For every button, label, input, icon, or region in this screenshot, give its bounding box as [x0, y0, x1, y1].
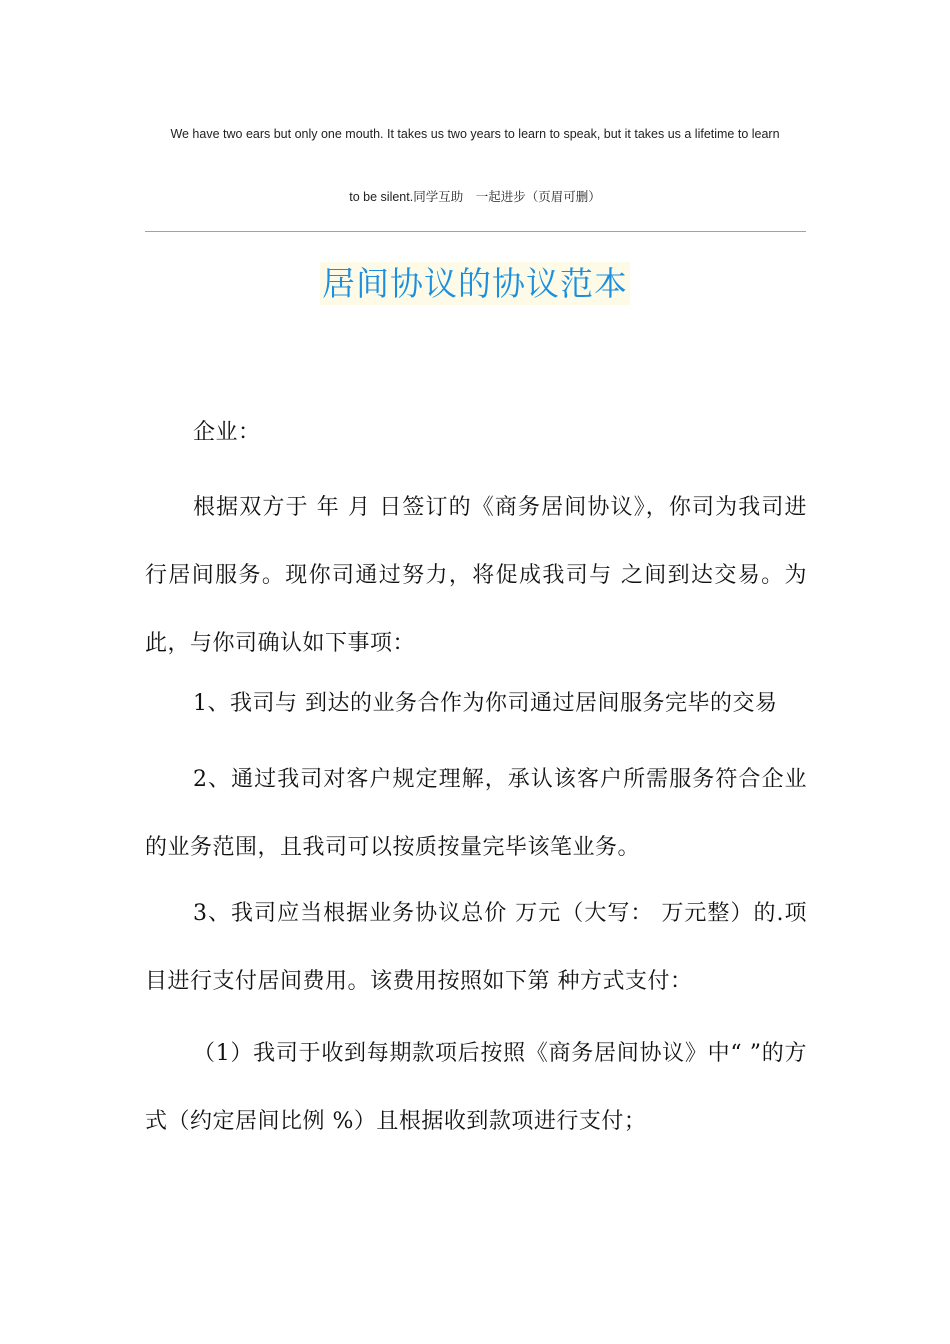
- paragraph-item-2: 2、通过我司对客户规定理解，承认该客户所需服务符合企业的业务范围，且我司可以按质按量完毕该笔业务。: [145, 767, 807, 860]
- header-divider: [145, 231, 806, 232]
- paragraph-payment-option-1: （1）我司于收到每期款项后按照《商务居间协议》中“ ”的方式（约定居间比例 %）且根据收到款项进行支付；: [145, 1041, 807, 1134]
- header-quote-line-2: to be silent.同学互助 一起进步（页眉可删）: [349, 190, 601, 204]
- header-quote-line-1: We have two ears but only one mouth. It takes us two years to learn to speak, but it takes us a lifetime to learn: [170, 127, 780, 141]
- document-title-wrap: [0, 258, 950, 305]
- document-title: 居间协议的协议范本: [322, 264, 628, 303]
- paragraph-item-1: 1、我司与 到达的业务合作为你司通过居间服务完毕的交易: [193, 691, 778, 716]
- paragraph-item-3: 3、我司应当根据业务协议总价 万元（大写： 万元整）的.项目进行支付居间费用。该费用按照如下第 种方式支付：: [145, 901, 807, 994]
- paragraph-addressee: 企业：: [193, 420, 261, 445]
- paragraph-intro: 根据双方于 年 月 日签订的《商务居间协议》，你司为我司进行居间服务。现你司通过努力，将促成我司与 之间到达交易。为此，与你司确认如下事项：: [145, 495, 807, 656]
